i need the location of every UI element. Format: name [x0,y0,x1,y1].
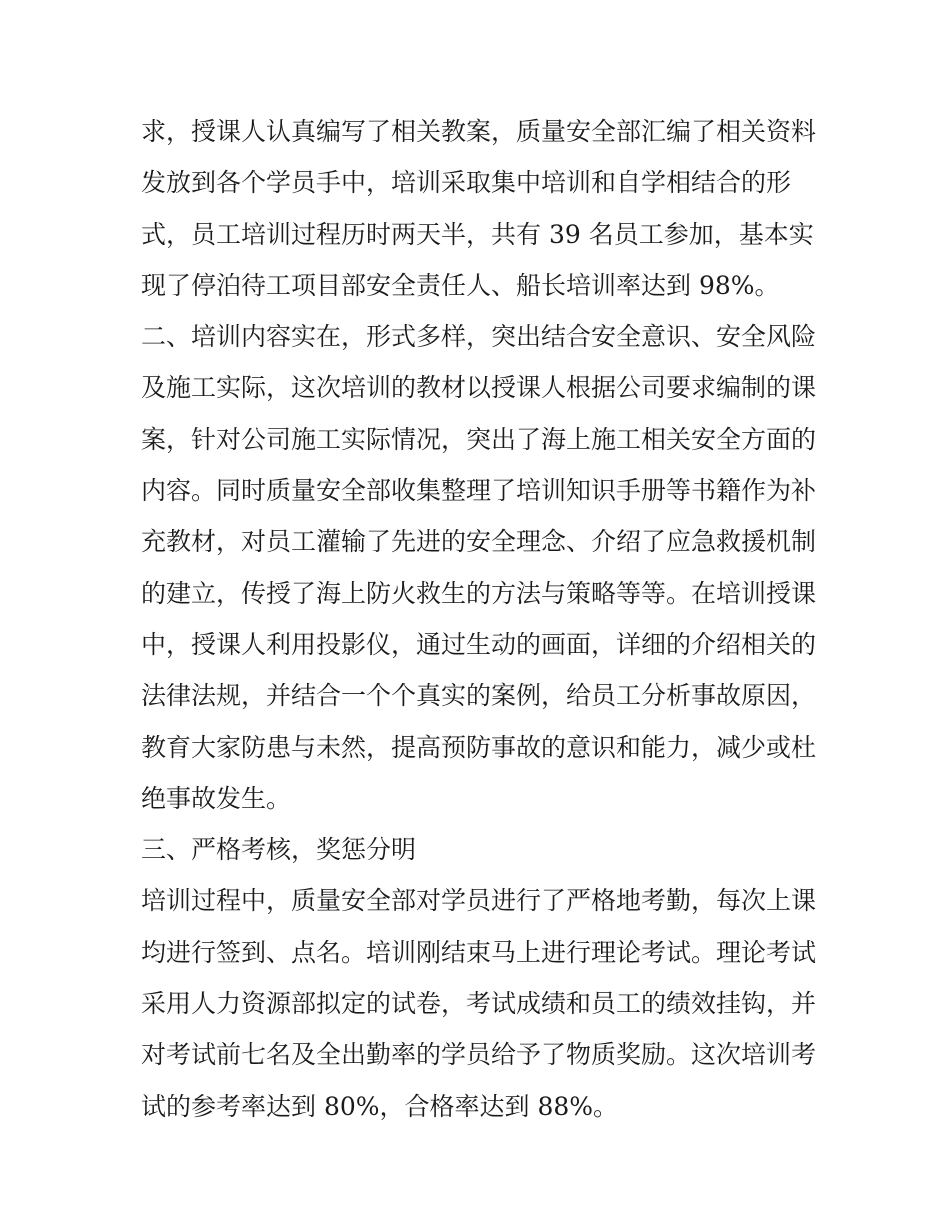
section-heading-3: 三、严格考核，奖惩分明 [141,835,417,865]
text-line: 试的参考率达到 80%，合格率达到 88%。 [141,1091,619,1121]
text-line: 现了停泊待工项目部安全责任人、船长培训率达到 98%。 [141,270,780,300]
text-line: 法律法规，并结合一个个真实的案例，给员工分析事故原因， [141,681,817,711]
section-heading-2: 二、培训内容实在，形式多样，突出结合安全意识、安全风险 [141,322,817,352]
text-line: 中，授课人利用投影仪，通过生动的画面，详细的介绍相关的 [141,629,817,659]
text-line: 培训过程中，质量安全部对学员进行了严格地考勤，每次上课 [141,886,817,916]
text-line: 内容。同时质量安全部收集整理了培训知识手册等书籍作为补 [141,476,817,506]
text-line: 发放到各个学员手中，培训采取集中培训和自学相结合的形 [141,168,792,198]
text-line: 对考试前七名及全出勤率的学员给予了物质奖励。这次培训考 [141,1040,817,1070]
text-line: 及施工实际，这次培训的教材以授课人根据公司要求编制的课 [141,373,817,403]
text-line: 求，授课人认真编写了相关教案，质量安全部汇编了相关资料 [141,117,817,146]
text-line: 充教材，对员工灌输了先进的安全理念、介绍了应急救援机制 [141,527,817,557]
text-line: 的建立，传授了海上防火救生的方法与策略等等。在培训授课 [141,578,817,608]
text-line: 教育大家防患与未然，提高预防事故的意识和能力，减少或杜 [141,732,817,762]
text-line: 采用人力资源部拟定的试卷，考试成绩和员工的绩效挂钩，并 [141,989,817,1019]
text-line: 绝事故发生。 [141,783,292,813]
document-body [141,106,821,1132]
text-line: 均进行签到、点名。培训刚结束马上进行理论考试。理论考试 [141,937,817,967]
text-line: 式，员工培训过程历时两天半，共有 39 名员工参加，基本实 [141,219,814,249]
text-line: 案，针对公司施工实际情况，突出了海上施工相关安全方面的 [141,424,817,454]
